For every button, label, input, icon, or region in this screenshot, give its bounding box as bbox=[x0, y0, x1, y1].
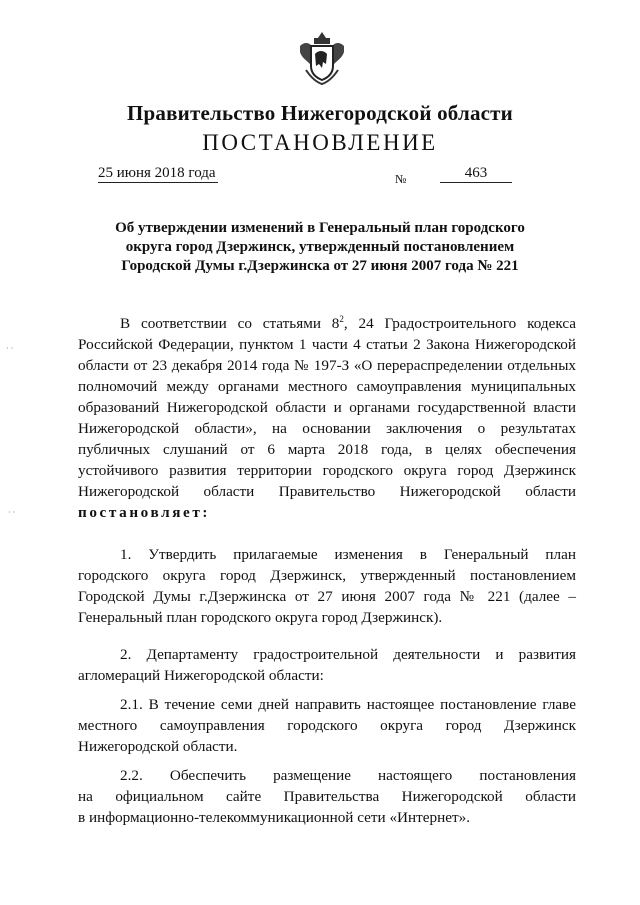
text-line: В соответствии со статьями $8^2$, 24 Градостроительного кодекса bbox=[120, 313, 576, 332]
scan-speck: · · bbox=[6, 344, 14, 353]
document-type: ПОСТАНОВЛЕНИЕ bbox=[202, 130, 438, 155]
text-line: Нижегородской области», на основании заключения о результатах bbox=[78, 420, 576, 437]
text-line: агломераций Нижегородской области: bbox=[78, 667, 324, 684]
text-line: 2. Департаменту градостроительной деятельности и развития bbox=[120, 646, 576, 663]
item-2-2 bbox=[78, 765, 576, 828]
decree-date: 25 июня 2018 года bbox=[98, 165, 216, 181]
text-line: в информационно-телекоммуникационной сети «Интернет». bbox=[78, 809, 471, 826]
text-line: местного самоуправления городского округа город Дзержинск bbox=[78, 717, 576, 734]
item-1 bbox=[78, 544, 576, 628]
text-line: 1. Утвердить прилагаемые изменения в Генеральный план bbox=[120, 546, 576, 563]
title-line: Об утверждении изменений в Генеральный план городского bbox=[115, 220, 525, 236]
text-line: Городской Думы г.Дзержинска от 27 июня 2007 года № 221 (далее – bbox=[78, 588, 576, 605]
government-name: Правительство Нижегородской области bbox=[127, 101, 513, 125]
text-line: 2.2. Обеспечить размещение настоящего постановления bbox=[120, 767, 576, 784]
coat-of-arms-icon bbox=[296, 30, 348, 86]
scan-speck: · · bbox=[8, 508, 16, 517]
text-line: образований Нижегородской области и органами государственной власти bbox=[78, 399, 576, 416]
preamble bbox=[78, 313, 576, 523]
text-line: на официальном сайте Правительства Нижегородской области bbox=[78, 788, 576, 805]
title-line: округа город Дзержинск, утвержденный постановлением bbox=[125, 239, 515, 255]
text-line: области от 23 декабря 2014 года № 197-З «О перераспределении отдельных bbox=[78, 357, 576, 374]
text-line: Российской Федерации, пунктом 1 части 4 статьи 2 Закона Нижегородской bbox=[78, 336, 576, 353]
text-line: Генеральный план городского округа город Дзержинск). bbox=[78, 609, 443, 626]
resolves-word: постановляет: bbox=[78, 504, 211, 521]
item-2-1 bbox=[78, 694, 576, 757]
text-line: устойчивого развития территории городского округа город Дзержинск bbox=[78, 462, 576, 479]
decree-number: 463 bbox=[440, 165, 512, 183]
number-label: № bbox=[395, 172, 407, 186]
text-line: полномочий между органами местного самоуправления муниципальных bbox=[78, 378, 576, 395]
text-line: 2.1. В течение семи дней направить настоящее постановление главе bbox=[120, 696, 576, 713]
text-line: городского округа город Дзержинск, утвержденный постановлением bbox=[78, 567, 576, 584]
item-2 bbox=[78, 644, 576, 686]
text-line: Нижегородской области. bbox=[78, 738, 238, 755]
text-line: публичных слушаний от 6 марта 2018 года, в целях обеспечения bbox=[78, 441, 576, 458]
text-line: Нижегородской области Правительство Нижегородской области bbox=[78, 483, 576, 500]
title-line: Городской Думы г.Дзержинска от 27 июня 2007 года № 221 bbox=[121, 258, 519, 274]
decree-title bbox=[60, 219, 580, 276]
